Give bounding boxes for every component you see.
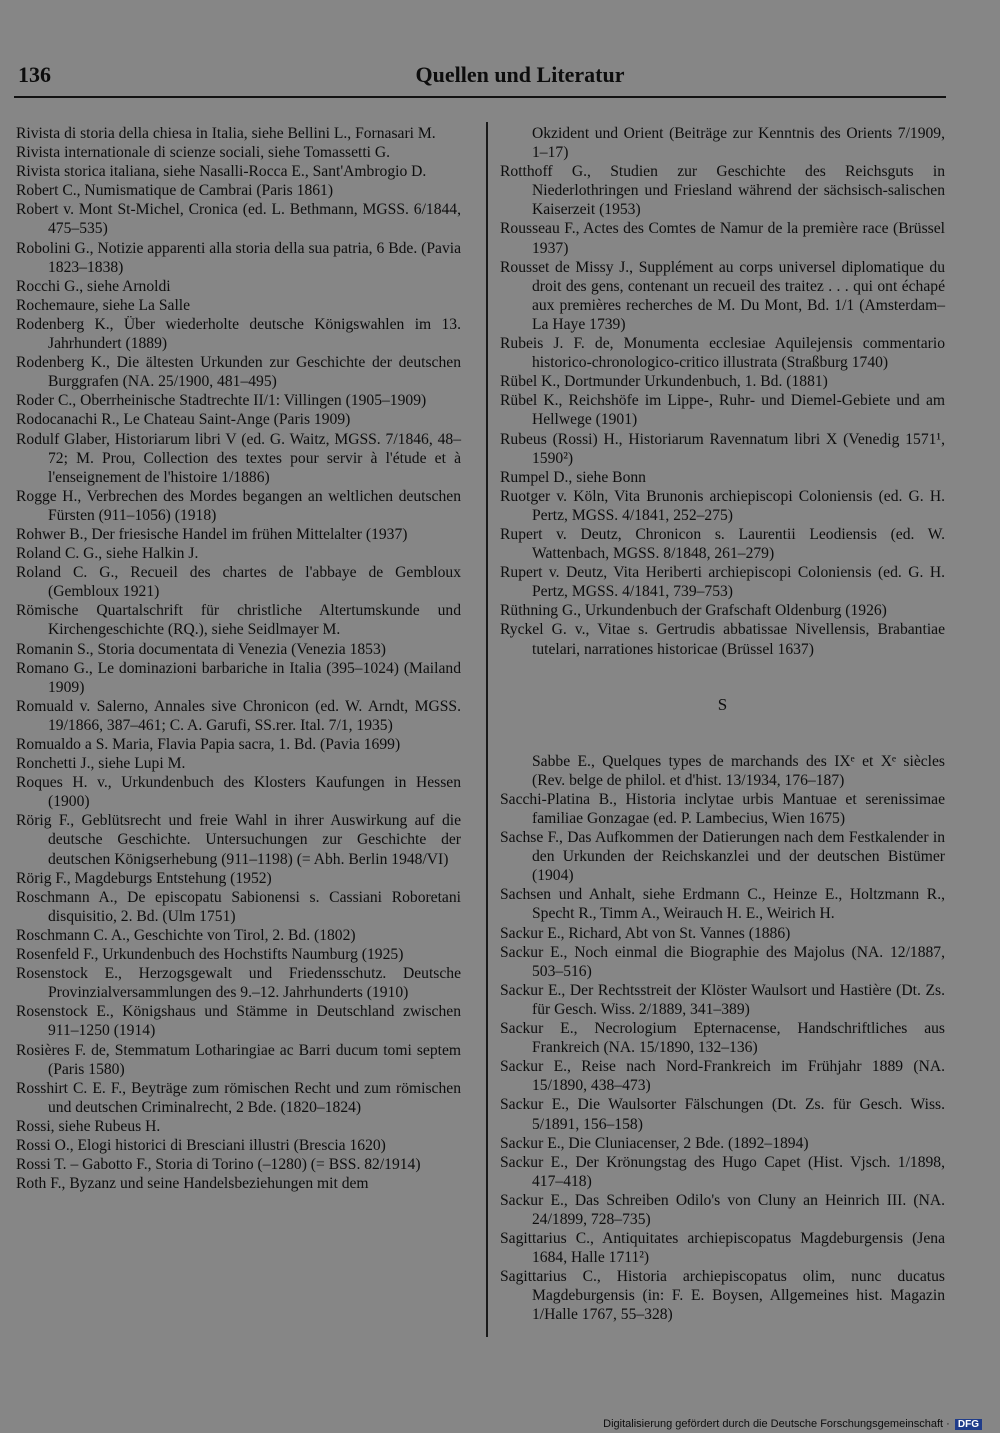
header-rule	[14, 96, 946, 98]
bibliography-entry: Roques H. v., Urkundenbuch des Klosters Kaufungen in Hessen (1900)	[16, 774, 461, 811]
bibliography-entry: Sachsen und Anhalt, siehe Erdmann C., Heinze E., Holtzmann R., Specht R., Timm A., Weirauch H. E., Weirich H.	[500, 886, 945, 923]
bibliography-entry: Rubeis J. F. de, Monumenta ecclesiae Aquilejensis commentario historico-chronologico-critico illustrata (Straßburg 1740)	[500, 335, 945, 372]
bibliography-entry: Rupert v. Deutz, Chronicon s. Laurentii Leodiensis (ed. W. Wattenbach, MGSS. 8/1848, 261–279)	[500, 525, 945, 563]
bibliography-entry: Sackur E., Die Cluniacenser, 2 Bde. (1892–1894)	[500, 1134, 809, 1152]
bibliography-entry: Sackur E., Reise nach Nord-Frankreich im Frühjahr 1889 (NA. 15/1890, 438–473)	[500, 1058, 945, 1095]
bibliography-entry: Romano G., Le dominazioni barbariche in Italia (395–1024) (Mailand 1909)	[16, 659, 461, 696]
bibliography-entry: Rossi, siehe Rubeus H.	[16, 1117, 161, 1135]
bibliography-entry: Römische Quartalschrift für christliche Altertumskunde und Kirchengeschichte (RQ.), siehe Seidlmayer M.	[16, 602, 461, 639]
bibliography-entry: Rotthoff G., Studien zur Geschichte des Reichsguts in Niederlothringen und Friesland während der sächsisch-salischen Kaiserzeit (1953)	[500, 163, 945, 219]
bibliography-entry: Sackur E., Richard, Abt von St. Vannes (1886)	[500, 924, 791, 942]
bibliography-entry: Rodulf Glaber, Historiarum libri V (ed. G. Waitz, MGSS. 7/1846, 48–72; M. Prou, Collection des textes pour servir à l'étude et à l'enseignement de l'histoire 1/1886)	[16, 430, 461, 486]
bibliography-entry: Rosshirt C. E. F., Beyträge zum römischen Recht und zum römischen und deutschen Criminalrecht, 2 Bde. (1820–1824)	[16, 1079, 461, 1116]
footer-text: Digitalisierung gefördert durch die Deutsche Forschungsgemeinschaft ·	[603, 1418, 950, 1430]
bibliography-entry: Robert v. Mont St-Michel, Cronica (ed. L. Bethmann, MGSS. 6/1844, 475–535)	[16, 201, 461, 238]
bibliography-entry: Rörig F., Magdeburgs Entstehung (1952)	[16, 869, 272, 887]
bibliography-entry: Rousset de Missy J., Supplément au corps universel diplomatique du droit des gens, contenant un recueil des traitez . . . qui ont échapé aux premières recherches de M. Du Mont, Bd. 1/1 (Amsterdam–La Haye 1739)	[500, 258, 945, 333]
bibliography-entry: Rocchi G., siehe Arnoldi	[16, 277, 171, 295]
bibliography-entry: Robolini G., Notizie apparenti alla storia della sua patria, 6 Bde. (Pavia 1823–1838)	[16, 239, 461, 276]
bibliography-entry: Roland C. G., Recueil des chartes de l'abbaye de Gembloux (Gembloux 1921)	[16, 564, 461, 601]
bibliography-entry: Rodenberg K., Die ältesten Urkunden zur Geschichte der deutschen Burggrafen (NA. 25/1900, 481–495)	[16, 354, 461, 391]
bibliography-entry: Romanin S., Storia documentata di Venezia (Venezia 1853)	[16, 640, 386, 658]
bibliography-entry: Rupert v. Deutz, Vita Heriberti archiepiscopi Coloniensis (ed. G. H. Pertz, MGSS. 4/1841, 739–753)	[500, 564, 945, 601]
section-letter-heading: S	[717, 694, 728, 714]
bibliography-entry: Sackur E., Die Waulsorter Fälschungen (Dt. Zs. für Gesch. Wiss. 5/1891, 156–158)	[500, 1096, 945, 1133]
bibliography-entry: Ryckel G. v., Vitae s. Gertrudis abbatissae Nivellensis, Brabantiae tutelari, narrationes historicae (Brüssel 1637)	[500, 621, 945, 658]
bibliography-entry: Rosenfeld F., Urkundenbuch des Hochstifts Naumburg (1925)	[16, 946, 404, 964]
bibliography-entry: Roschmann A., De episcopatu Sabionensi s. Cassiani Roboretani disquisitio, 2. Bd. (Ulm 1751)	[16, 888, 461, 925]
bibliography-entry: Sackur E., Das Schreiben Odilo's von Cluny an Heinrich III. (NA. 24/1899, 728–735)	[500, 1191, 945, 1228]
bibliography-entry: Rumpel D., siehe Bonn	[500, 468, 646, 486]
bibliography-entry: Sabbe E., Quelques types de marchands des IXᵉ et Xᵉ siècles (Rev. belge de philol. et d'hist. 13/1934, 176–187)	[532, 752, 945, 789]
bibliography-entry: Robert C., Numismatique de Cambrai (Paris 1861)	[16, 182, 334, 200]
bibliography-entry: Rossi O., Elogi historici di Bresciani illustri (Brescia 1620)	[16, 1136, 386, 1154]
bibliography-entry: Rörig F., Geblütsrecht und freie Wahl in ihrer Auswirkung auf die deutsche Geschichte. Untersuchungen zur Geschichte der deutschen Königserhebung (911–1198) (= Abh. Berlin 1948/VI)	[16, 812, 461, 868]
page-title: Quellen und Literatur	[415, 62, 625, 87]
bibliography-entry: Roland C. G., siehe Halkin J.	[16, 545, 199, 563]
bibliography-entry: Rochemaure, siehe La Salle	[16, 296, 191, 314]
bibliography-entry: Rübel K., Reichshöfe im Lippe-, Ruhr- und Diemel-Gebiete und am Hellwege (1901)	[500, 392, 945, 429]
bibliography-entry: Sachse F., Das Aufkommen der Datierungen nach dem Festkalender in den Urkunden der Reichskanzlei und der deutschen Bistümer (1904)	[500, 829, 945, 885]
bibliography-entry: Sackur E., Der Rechtsstreit der Klöster Waulsort und Hastière (Dt. Zs. für Gesch. Wiss. 2/1889, 341–389)	[500, 981, 945, 1018]
bibliography-entry: Rousseau F., Actes des Comtes de Namur de la première race (Brüssel 1937)	[500, 220, 945, 257]
bibliography-entry: Sagittarius C., Historia archiepiscopatus olim, nunc ducatus Magdeburgensis (in: F. E. Boysen, Allgemeines hist. Magazin 1/Halle 1767, 55–328)	[500, 1268, 945, 1324]
bibliography-entry: Romuald v. Salerno, Annales sive Chronicon (ed. W. Arndt, MGSS. 19/1866, 387–461; C. A. Garufi, SS.rer. Ital. 7/1, 1935)	[16, 697, 461, 734]
bibliography-entry: Rossi T. – Gabotto F., Storia di Torino (–1280) (= BSS. 82/1914)	[16, 1156, 421, 1174]
right-column-r-entries	[500, 124, 945, 659]
bibliography-entry: Rivista internationale di scienze sociali, siehe Tomassetti G.	[16, 144, 391, 162]
bibliography-entry: Rodenberg K., Über wiederholte deutsche Königswahlen im 13. Jahrhundert (1889)	[16, 315, 461, 353]
column-divider	[486, 122, 488, 1337]
bibliography-entry: Rosenstock E., Königshaus und Stämme in Deutschland zwischen 911–1250 (1914)	[16, 1003, 461, 1040]
bibliography-entry: Rosières F. de, Stemmatum Lotharingiae ac Barri ducum tomi septem (Paris 1580)	[16, 1041, 461, 1078]
footer	[603, 1418, 982, 1430]
bibliography-entry: Okzident und Orient (Beiträge zur Kenntnis des Orients 7/1909, 1–17)	[532, 125, 945, 162]
bibliography-entry: Romualdo a S. Maria, Flavia Papia sacra, 1. Bd. (Pavia 1699)	[16, 736, 401, 753]
bibliography-entry: Rivista di storia della chiesa in Italia, siehe Bellini L., Fornasari M.	[16, 125, 436, 142]
bibliography-entry: Rübel K., Dortmunder Urkundenbuch, 1. Bd. (1881)	[500, 373, 828, 391]
bibliography-entry: Rogge H., Verbrechen des Mordes begangen an weltlichen deutschen Fürsten (911–1056) (1918)	[16, 487, 461, 524]
right-column-s-entries	[500, 752, 945, 1325]
page-number: 136	[18, 62, 51, 87]
bibliography-entry: Rüthning G., Urkundenbuch der Grafschaft Oldenburg (1926)	[500, 602, 887, 620]
dfg-logo-icon: DFG	[955, 1419, 982, 1430]
bibliography-entry: Sacchi-Platina B., Historia inclytae urbis Mantuae et serenissimae familiae Gonzagae (ed. P. Lambecius, Wien 1675)	[500, 790, 945, 827]
bibliography-entry: Sagittarius C., Antiquitates archiepiscopatus Magdeburgensis (Jena 1684, Halle 1711²)	[500, 1230, 945, 1267]
bibliography-entry: Ronchetti J., siehe Lupi M.	[16, 755, 186, 773]
bibliography-entry: Ruotger v. Köln, Vita Brunonis archiepiscopi Coloniensis (ed. G. H. Pertz, MGSS. 4/1841, 252–275)	[500, 487, 945, 524]
bibliography-entry: Sackur E., Necrologium Epternacense, Handschriftliches aus Frankreich (NA. 15/1890, 132–136)	[500, 1020, 945, 1057]
bibliography-entry: Rosenstock E., Herzogsgewalt und Friedensschutz. Deutsche Provinzialversammlungen des 9.–12. Jahrhunderts (1910)	[16, 965, 461, 1002]
bibliography-entry: Sackur E., Noch einmal die Biographie des Majolus (NA. 12/1887, 503–516)	[500, 943, 945, 980]
left-column	[16, 124, 461, 1193]
bibliography-entry: Rivista storica italiana, siehe Nasalli-Rocca E., Sant'Ambrogio D.	[16, 163, 427, 181]
bibliography-entry: Sackur E., Der Krönungstag des Hugo Capet (Hist. Vjsch. 1/1898, 417–418)	[500, 1153, 945, 1190]
bibliography-entry: Rohwer B., Der friesische Handel im frühen Mittelalter (1937)	[16, 525, 408, 543]
bibliography-entry: Roder C., Oberrheinische Stadtrechte II/1: Villingen (1905–1909)	[16, 392, 427, 410]
bibliography-entry: Rubeus (Rossi) H., Historiarum Ravennatum libri X (Venedig 1571¹, 1590²)	[500, 430, 945, 467]
bibliography-entry: Rodocanachi R., Le Chateau Saint-Ange (Paris 1909)	[16, 411, 351, 429]
right-column	[500, 124, 945, 1325]
bibliography-entry: Roth F., Byzanz und seine Handelsbeziehungen mit dem	[16, 1175, 369, 1193]
bibliography-entry: Roschmann C. A., Geschichte von Tirol, 2. Bd. (1802)	[16, 926, 356, 944]
